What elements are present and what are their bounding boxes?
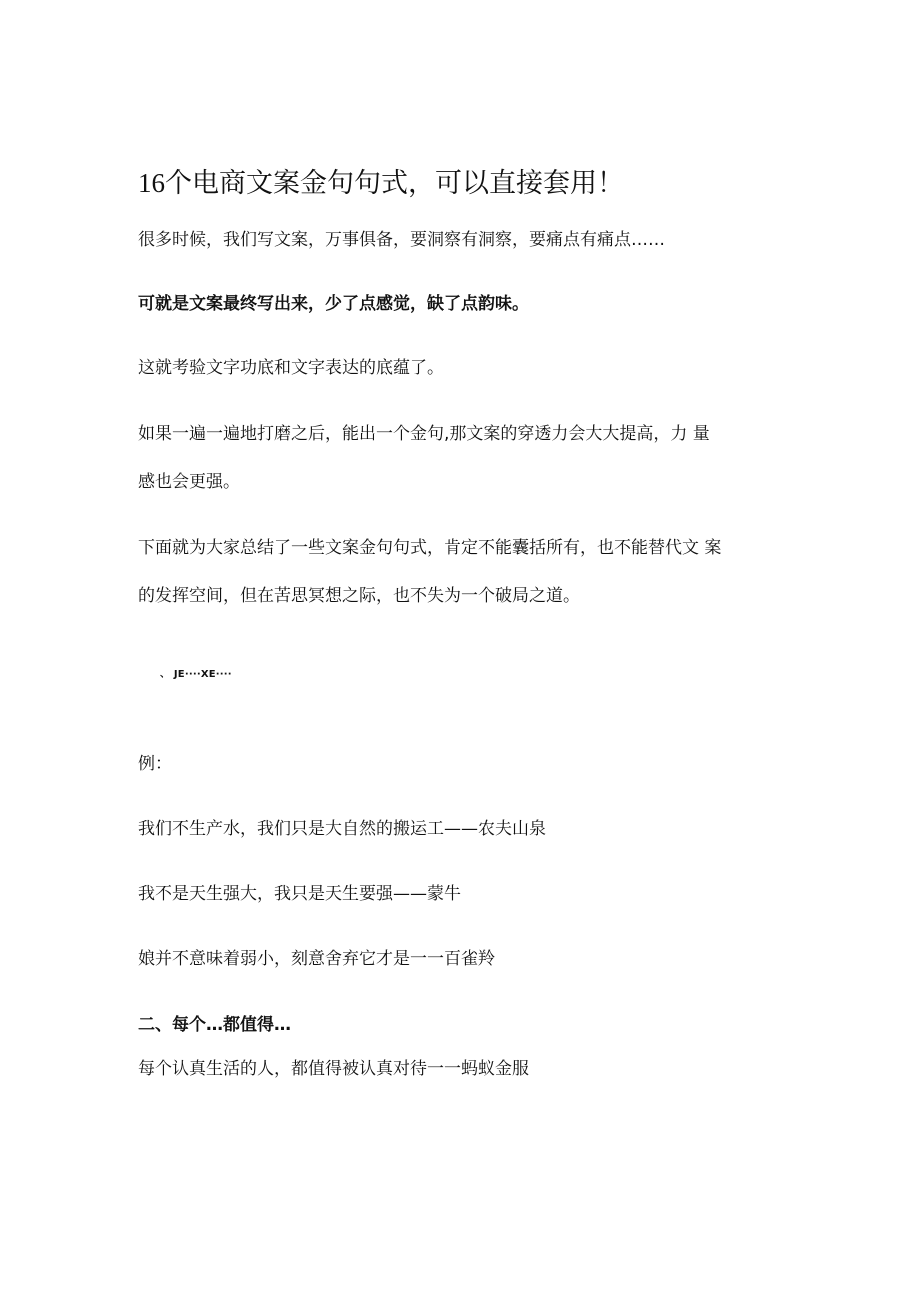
paragraph-polish-line1: 如果一遍一遍地打磨之后，能出一个金句,那文案的穿透力会大大提高，力 量 (138, 424, 710, 444)
title-text: 个电商文案金句句式，可以直接套用！ (165, 168, 624, 199)
paragraph-summary-line1: 下面就为大家总结了一些文案金句句式，肯定不能囊括所有，也不能替代文 案 (138, 538, 722, 558)
example-line-2: 我不是天生强大，我只是天生要强——蒙牛 (138, 884, 461, 904)
paragraph-intro: 很多时候，我们写文案，万事俱备，要洞察有洞察，要痛点有痛点…… (138, 230, 665, 250)
example-line-4: 每个认真生活的人，都值得被认真对待一一蚂蚁金服 (138, 1059, 529, 1079)
article-title (138, 166, 624, 201)
example-line-1: 我们不生产水，我们只是大自然的搬运工——农夫山泉 (138, 819, 546, 839)
paragraph-summary-line2: 的发挥空间，但在苦思冥想之际，也不失为一个破局之道。 (138, 586, 580, 606)
paragraph-bold-statement: 可就是文案最终写出来，少了点感觉，缺了点韵味。 (138, 294, 529, 314)
title-number: 16 (138, 168, 165, 198)
example-line-3: 娘并不意味着弱小，刻意舍弃它才是一一百雀羚 (138, 949, 495, 969)
section-heading-2: 二、每个…都值得… (138, 1015, 291, 1035)
example-label: 例： (138, 754, 172, 774)
section-heading-1: 、 JE····XE···· (160, 669, 232, 680)
paragraph-foundation: 这就考验文字功底和文字表达的底蕴了。 (138, 358, 444, 378)
paragraph-polish-line2: 感也会更强。 (138, 472, 240, 492)
